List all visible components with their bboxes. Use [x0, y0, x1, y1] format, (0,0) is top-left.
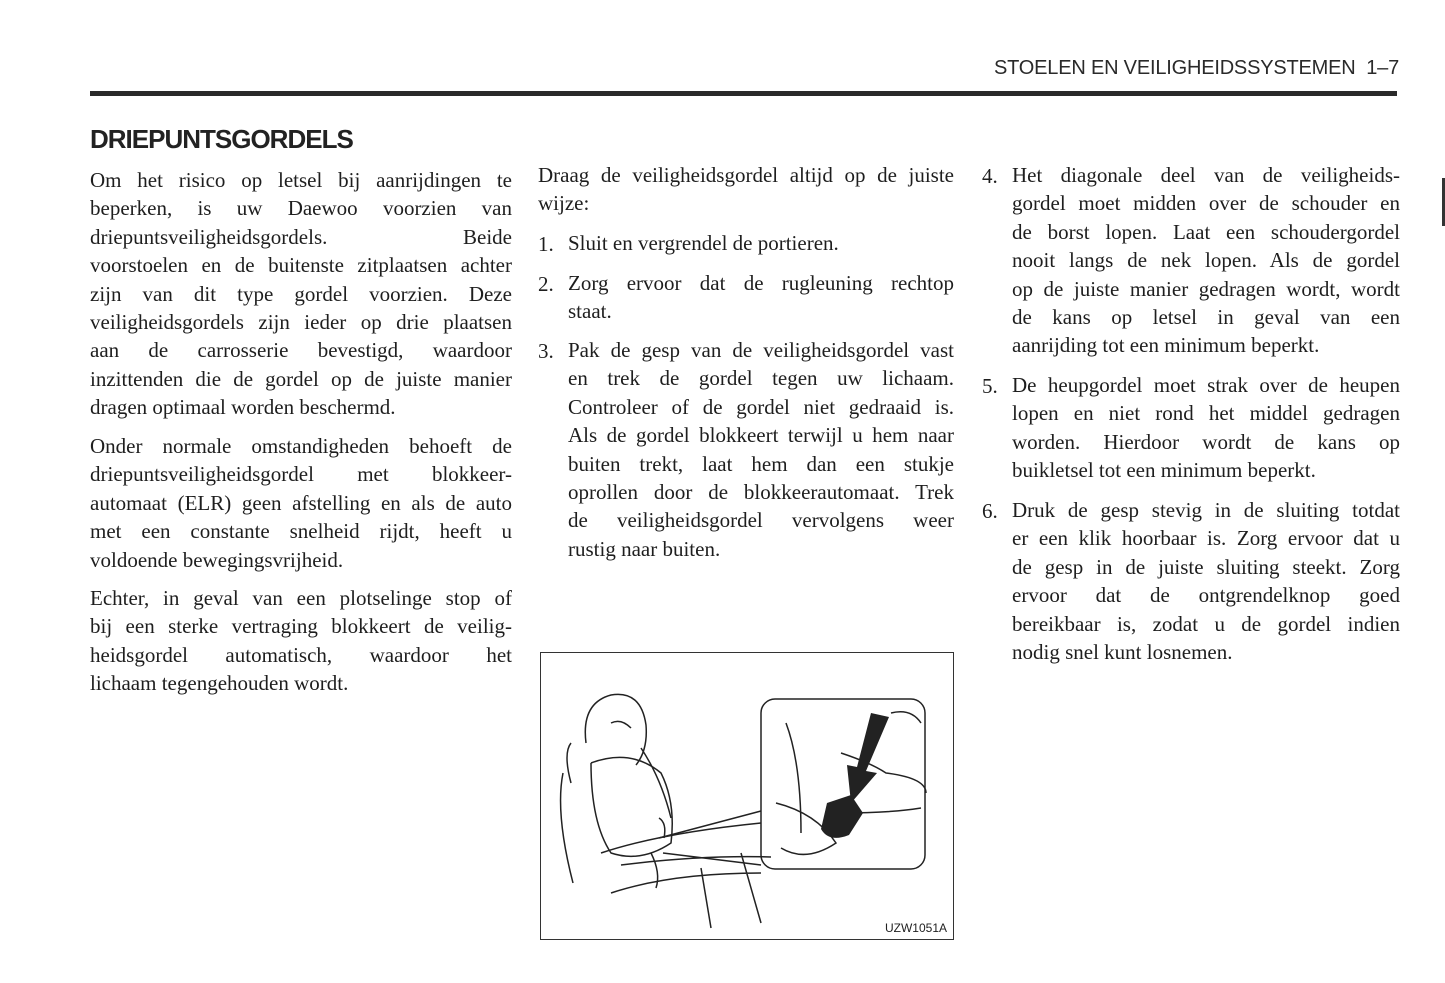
text-line: nooit langs de nek lopen. Als de gordel	[1012, 248, 1400, 273]
text-line: voorstoelen en de buitenste zitplaatsen achter	[90, 253, 512, 278]
paragraph	[90, 432, 512, 574]
running-header	[994, 57, 1399, 80]
seatbelt-illustration	[540, 652, 954, 940]
text-line: en trek de gordel tegen uw lichaam.	[568, 366, 954, 391]
text-line: Onder normale omstandigheden behoeft de	[90, 434, 512, 458]
text-line: Om het risico op letsel bij aanrijdingen te	[90, 168, 512, 192]
text-line: Pak de gesp van de veiligheidsgordel vast	[568, 338, 954, 362]
step-item	[1012, 496, 1400, 666]
text-line: ervoor dat de ontgrendelknop goed	[1012, 583, 1400, 608]
text-line: Echter, in geval van een plotselinge stop of	[90, 586, 512, 610]
text-line: wijze:	[538, 191, 590, 216]
text-line: de veiligheidsgordel vervolgens weer	[568, 508, 954, 533]
text-line: bij een sterke vertraging blokkeert de veilig-	[90, 614, 512, 639]
text-line: de borst lopen. Laat een schoudergordel	[1012, 219, 1400, 244]
step-number: 1.	[538, 232, 554, 256]
step-item	[1012, 161, 1400, 360]
text-line: Het diagonale deel van de veiligheids-	[1012, 163, 1400, 187]
text-line: driepuntsveiligheidsgordels. Beide	[90, 224, 512, 249]
text-line: voldoende bewegingsvrijheid.	[90, 547, 344, 572]
text-line: op de juiste manier gedragen wordt, wordt	[1012, 276, 1400, 301]
text-line: oprollen door de blokkeerautomaat. Trek	[568, 479, 954, 504]
step-number: 6.	[982, 499, 998, 523]
text-line: staat.	[568, 299, 612, 324]
text-line: Sluit en vergrendel de portieren.	[568, 231, 839, 255]
step-number: 4.	[982, 164, 998, 188]
text-line: de gesp in de juiste sluiting steekt. Zorg	[1012, 554, 1400, 579]
text-line: aanrijding tot een minimum beperkt.	[1012, 333, 1320, 358]
text-line: er een klik hoorbaar is. Zorg ervoor dat u	[1012, 526, 1400, 551]
step-number: 2.	[538, 272, 554, 296]
text-line: inzittenden die de gordel op de juiste manier	[90, 366, 512, 391]
text-line: lopen en niet rond het middel gedragen	[1012, 401, 1400, 426]
text-line: de kans op letsel in geval van een	[1012, 304, 1400, 329]
text-line: heidsgordel automatisch, waardoor het	[90, 642, 512, 667]
intro-paragraph	[538, 161, 954, 218]
paragraph	[90, 166, 512, 422]
text-line: buikletsel tot een minimum beperkt.	[1012, 458, 1316, 483]
text-line: nodig snel kunt losnemen.	[1012, 639, 1233, 664]
text-line: beperken, is uw Daewoo voorzien van	[90, 196, 512, 221]
text-line: worden. Hierdoor wordt de kans op	[1012, 429, 1400, 454]
section-heading: DRIEPUNTSGORDELS	[90, 124, 353, 154]
paragraph	[90, 584, 512, 698]
text-line: buiten trekt, laat hem dan een stukje	[568, 451, 954, 476]
text-line: Draag de veiligheidsgordel altijd op de juiste	[538, 163, 954, 187]
text-line: aan de carrosserie bevestigd, waardoor	[90, 338, 512, 363]
step-item	[568, 229, 954, 257]
figure-code: UZW1051A	[884, 921, 947, 935]
step-number: 3.	[538, 339, 554, 363]
text-line: met een constante snelheid rijdt, heeft u	[90, 519, 512, 544]
text-line: Als de gordel blokkeert terwijl u hem naar	[568, 423, 954, 448]
woman-fastening-seatbelt-drawing	[541, 653, 953, 939]
text-line: Druk de gesp stevig in de sluiting totdat	[1012, 498, 1400, 522]
text-line: De heupgordel moet strak over de heupen	[1012, 373, 1400, 397]
text-line: zijn van dit type gordel voorzien. Deze	[90, 281, 512, 306]
section-title: STOELEN EN VEILIGHEIDSSYSTEMEN	[993, 57, 1356, 79]
text-line: bereikbaar is, zodat u de gordel indien	[1012, 611, 1400, 636]
text-line: lichaam tegengehouden wordt.	[90, 671, 349, 696]
step-number: 5.	[982, 374, 998, 398]
text-line: Zorg ervoor dat de rugleuning rechtop	[568, 271, 954, 295]
text-line: dragen optimaal worden beschermd.	[90, 395, 396, 420]
text-line: gordel moet midden over de schouder en	[1012, 191, 1400, 216]
step-item	[568, 336, 954, 563]
text-line: rustig naar buiten.	[568, 536, 721, 561]
header-rule	[90, 91, 1397, 96]
page-number: 1–7	[1366, 57, 1399, 79]
text-line: automaat (ELR) geen afstelling en als de auto	[90, 490, 512, 515]
step-item	[1012, 371, 1400, 485]
text-line: veiligheidsgordels zijn ieder op drie plaatsen	[90, 309, 512, 334]
text-line: Controleer of de gordel niet gedraaid is.	[568, 394, 954, 419]
text-line: driepuntsveiligheidsgordel met blokkeer-	[90, 462, 512, 487]
step-item	[568, 269, 954, 326]
